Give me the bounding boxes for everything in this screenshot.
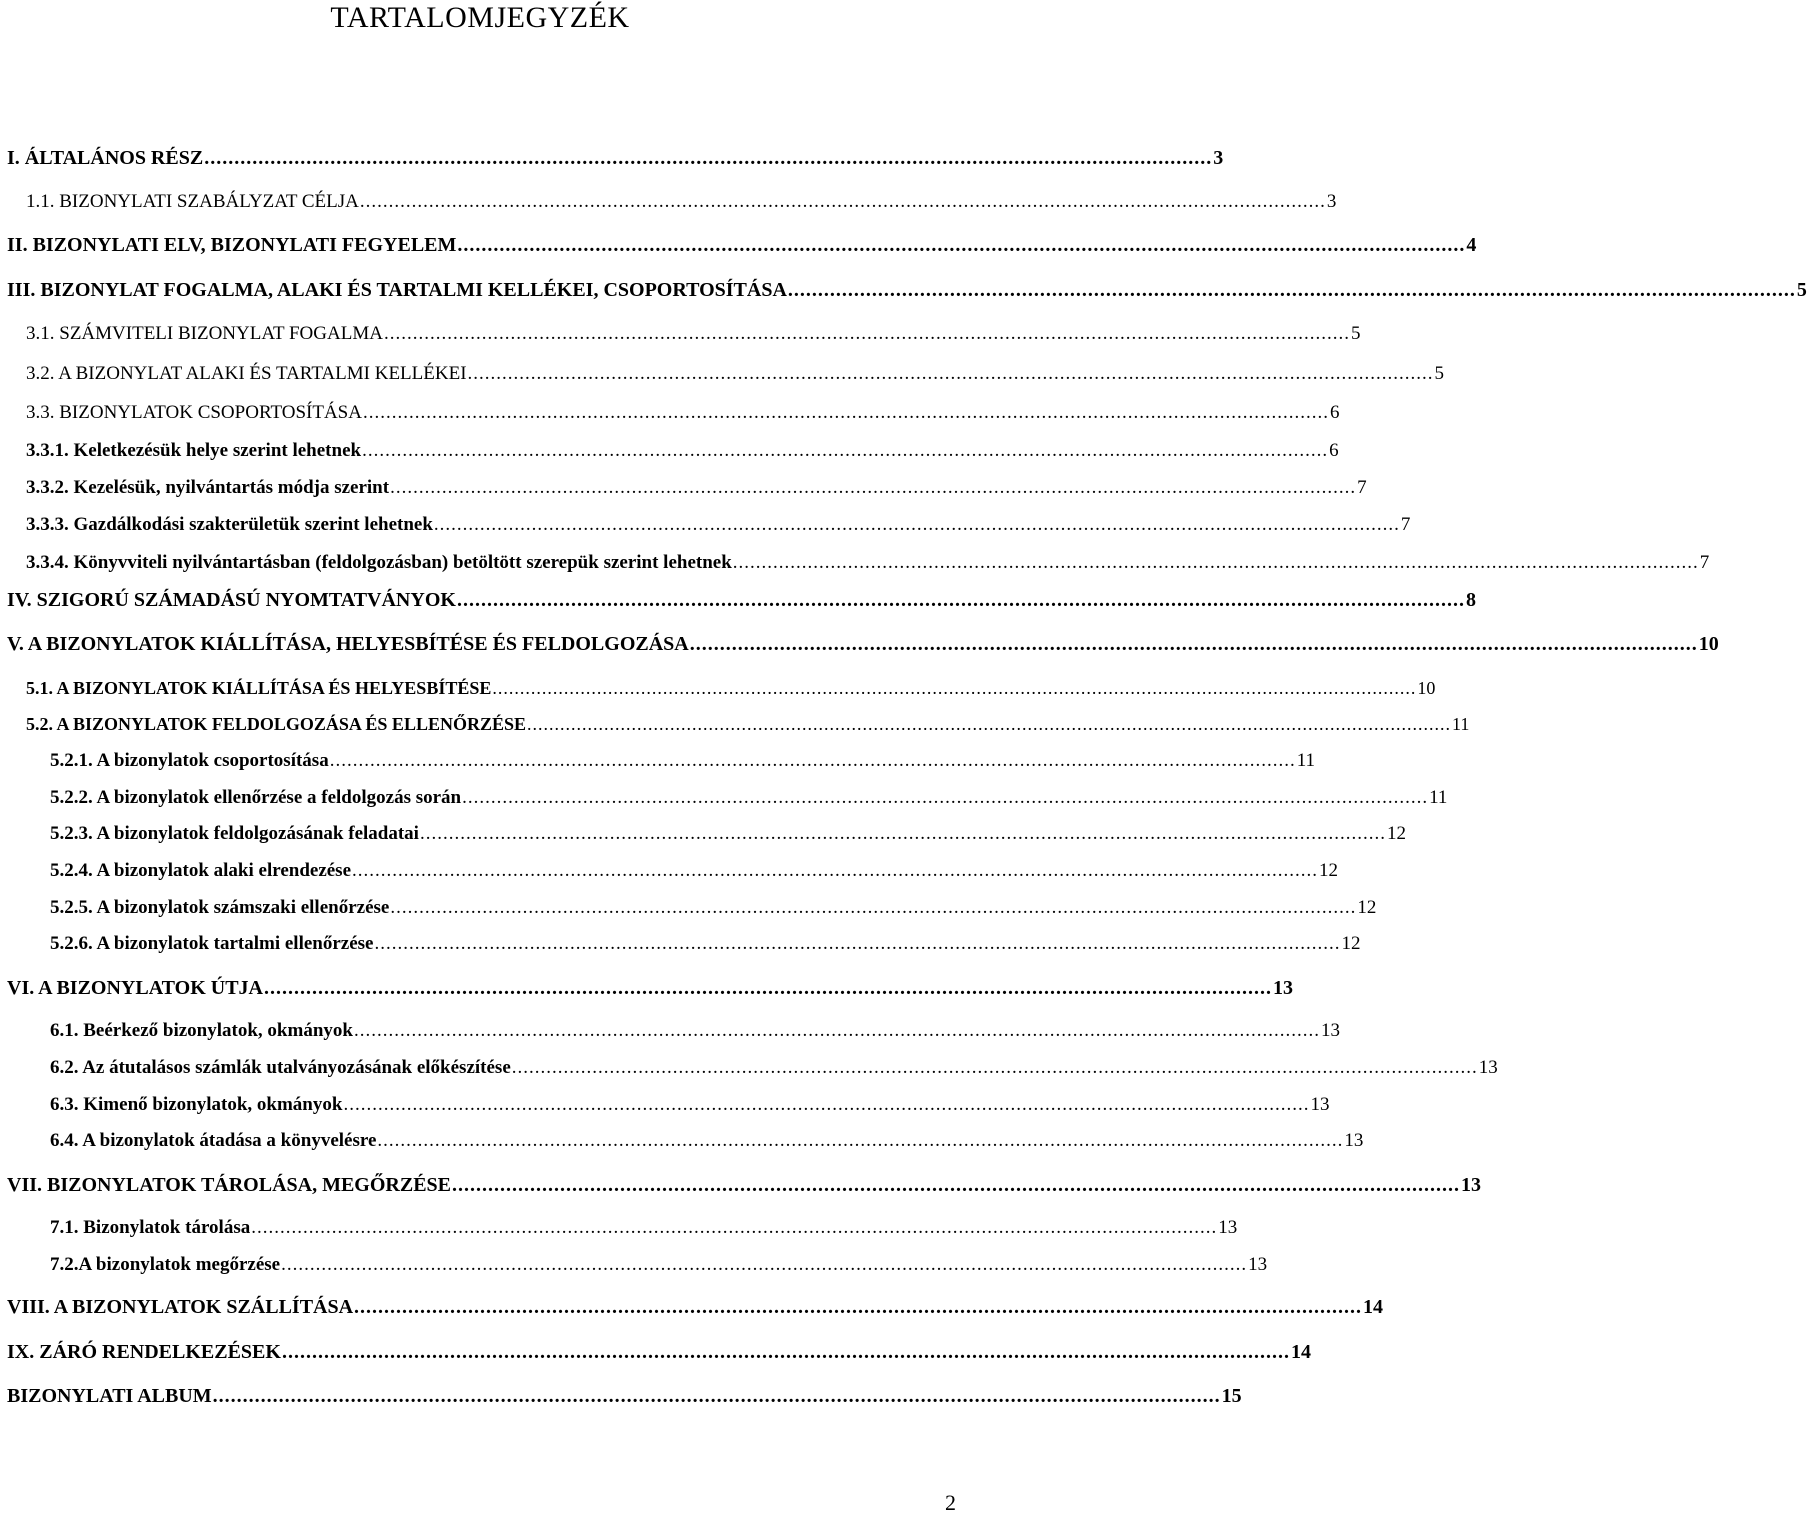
toc-entry-label: 3.3.1. Keletkezésük helye szerint lehetnek	[26, 440, 362, 461]
toc-entry[interactable]	[0, 1254, 1268, 1280]
toc-entry-page: 13	[1273, 977, 1293, 999]
toc-entry-label: 5.2.4. A bizonylatok alaki elrendezése	[50, 860, 352, 881]
toc-entry-label: IV. SZIGORÚ SZÁMADÁSÚ NYOMTATVÁNYOK	[7, 589, 456, 611]
toc-entry-label: 3.3.2. Kezelésük, nyilvántartás módja szerint	[26, 477, 390, 498]
toc-entry[interactable]	[0, 477, 1367, 503]
toc-entry-page: 6	[1329, 440, 1339, 461]
toc-leader-dots: ........................................................................................................................................................................	[511, 1057, 1478, 1078]
toc-entry[interactable]	[0, 363, 1445, 389]
toc-entry-page: 12	[1319, 860, 1339, 881]
toc-leader-dots: ........................................................................................................................................................................	[212, 1385, 1221, 1407]
toc-entry[interactable]	[0, 1385, 1242, 1411]
toc-entry-page: 13	[1478, 1057, 1498, 1078]
toc-entry-page: 5	[1796, 279, 1807, 301]
toc-leader-dots: ........................................................................................................................................................................	[329, 750, 1296, 771]
toc-entry-page: 12	[1357, 897, 1377, 918]
toc-entry-label: 6.1. Beérkező bizonylatok, okmányok	[50, 1020, 353, 1041]
toc-entry[interactable]	[0, 1020, 1340, 1046]
page-number: 2	[945, 1490, 956, 1515]
toc-entry-page: 10	[1698, 633, 1719, 655]
toc-leader-dots: ........................................................................................................................................................................	[456, 589, 1465, 611]
toc-entry-page: 4	[1466, 234, 1477, 256]
toc-leader-dots: ........................................................................................................................................................................	[204, 147, 1213, 169]
toc-entry-page: 5	[1434, 363, 1445, 384]
toc-entry[interactable]	[0, 589, 1476, 615]
toc-entry-label: 6.3. Kimenő bizonylatok, okmányok	[50, 1094, 343, 1115]
toc-leader-dots: ........................................................................................................................................................................	[352, 860, 1319, 881]
toc-entry-page: 15	[1221, 1385, 1242, 1407]
toc-entry-page: 6	[1329, 402, 1340, 423]
toc-leader-dots: ........................................................................................................................................................................	[251, 1217, 1218, 1238]
toc-entry[interactable]	[0, 860, 1339, 886]
toc-entry[interactable]	[0, 1094, 1330, 1120]
toc-leader-dots: ........................................................................................................................................................................	[526, 714, 1451, 734]
toc-entry-page: 10	[1417, 678, 1436, 698]
toc-entry[interactable]	[0, 1130, 1364, 1156]
toc-leader-dots: ........................................................................................................................................................................	[452, 1174, 1460, 1196]
toc-leader-dots: ........................................................................................................................................................................	[374, 933, 1341, 954]
toc-entry[interactable]	[0, 514, 1411, 540]
toc-entry-label: 5.2.5. A bizonylatok számszaki ellenőrzése	[50, 897, 390, 918]
toc-leader-dots: ........................................................................................................................................................................	[732, 552, 1699, 573]
toc-entry-page: 11	[1296, 750, 1315, 771]
toc-entry-label: I. ÁLTALÁNOS RÉSZ	[7, 147, 204, 169]
toc-entry[interactable]	[0, 323, 1361, 349]
toc-leader-dots: ........................................................................................................................................................................	[343, 1094, 1310, 1115]
toc-entry-label: IX. ZÁRÓ RENDELKEZÉSEK	[7, 1341, 281, 1363]
toc-leader-dots: ........................................................................................................................................................................	[390, 897, 1357, 918]
toc-entry-page: 8	[1465, 589, 1476, 611]
toc-leader-dots: ........................................................................................................................................................................	[353, 1020, 1320, 1041]
toc-entry-page: 7	[1357, 477, 1367, 498]
toc-entry-page: 12	[1386, 823, 1406, 844]
toc-entry[interactable]	[0, 402, 1340, 428]
toc-entry-label: VIII. A BIZONYLATOK SZÁLLÍTÁSA	[7, 1296, 354, 1318]
toc-entry[interactable]	[0, 279, 1807, 305]
toc-entry[interactable]	[0, 234, 1477, 260]
toc-entry[interactable]	[0, 633, 1719, 659]
toc-entry-page: 5	[1350, 323, 1361, 344]
toc-entry-label: BIZONYLATI ALBUM	[7, 1385, 212, 1407]
toc-entry[interactable]	[0, 977, 1293, 1003]
toc-entry-label: 1.1. BIZONYLATI SZABÁLYZAT CÉLJA	[26, 191, 359, 212]
toc-entry[interactable]	[0, 1341, 1311, 1367]
toc-entry-label: 5.1. A BIZONYLATOK KIÁLLÍTÁSA ÉS HELYESBÍTÉSE	[26, 678, 492, 698]
toc-entry[interactable]	[0, 191, 1337, 217]
toc-entry-page: 7	[1699, 552, 1710, 573]
toc-entry[interactable]	[0, 750, 1315, 776]
toc-entry[interactable]	[0, 823, 1406, 849]
toc-leader-dots: ........................................................................................................................................................................	[462, 787, 1429, 808]
document-title: TARTALOMJEGYZÉK	[330, 1, 630, 34]
toc-leader-dots: ........................................................................................................................................................................	[362, 402, 1329, 423]
toc-entry-page: 3	[1213, 147, 1224, 169]
toc-leader-dots: ........................................................................................................................................................................	[383, 323, 1350, 344]
toc-entry-label: VI. A BIZONYLATOK ÚTJA	[7, 977, 263, 999]
toc-entry[interactable]	[0, 552, 1710, 578]
toc-entry-label: V. A BIZONYLATOK KIÁLLÍTÁSA, HELYESBÍTÉSE ÉS FELDOLGOZÁSA	[7, 633, 689, 655]
toc-entry[interactable]	[0, 897, 1377, 923]
toc-leader-dots: ........................................................................................................................................................................	[390, 477, 1357, 498]
toc-entry-label: 5.2.2. A bizonylatok ellenőrzése a feldolgozás során	[50, 787, 462, 808]
toc-entry[interactable]	[0, 1057, 1498, 1083]
toc-entry-label: 6.4. A bizonylatok átadása a könyvelésre	[50, 1130, 377, 1151]
toc-entry-label: 5.2.1. A bizonylatok csoportosítása	[50, 750, 329, 771]
toc-entry[interactable]	[0, 440, 1339, 466]
toc-entry-page: 3	[1326, 191, 1337, 212]
toc-entry-page: 11	[1429, 787, 1448, 808]
toc-leader-dots: ........................................................................................................................................................................	[689, 633, 1698, 655]
toc-entry[interactable]	[0, 1296, 1384, 1322]
toc-entry[interactable]	[0, 933, 1361, 959]
toc-entry-page: 13	[1344, 1130, 1364, 1151]
toc-entry-label: II. BIZONYLATI ELV, BIZONYLATI FEGYELEM	[7, 234, 457, 256]
toc-entry-label: 3.2. A BIZONYLAT ALAKI ÉS TARTALMI KELLÉKEI	[26, 363, 467, 384]
toc-leader-dots: ........................................................................................................................................................................	[787, 279, 1796, 301]
toc-entry[interactable]	[0, 1217, 1238, 1243]
toc-entry-label: 3.3.3. Gazdálkodási szakterületük szerint lehetnek	[26, 514, 433, 535]
toc-leader-dots: ........................................................................................................................................................................	[359, 191, 1326, 212]
toc-entry-label: 6.2. Az átutalásos számlák utalványozásának előkészítése	[50, 1057, 511, 1078]
toc-entry-page: 13	[1248, 1254, 1268, 1275]
toc-entry-label: 5.2.6. A bizonylatok tartalmi ellenőrzése	[50, 933, 374, 954]
toc-entry-label: 5.2.3. A bizonylatok feldolgozásának feladatai	[50, 823, 419, 844]
toc-entry-label: 7.2.A bizonylatok megőrzése	[50, 1254, 281, 1275]
toc-entry-label: 3.3.4. Könyvviteli nyilvántartásban (feldolgozásban) betöltött szerepük szerint lehetnek	[26, 552, 732, 573]
toc-leader-dots: ........................................................................................................................................................................	[281, 1341, 1290, 1363]
toc-entry[interactable]	[0, 678, 1436, 704]
toc-leader-dots: ........................................................................................................................................................................	[264, 977, 1272, 999]
toc-leader-dots: ........................................................................................................................................................................	[467, 363, 1434, 384]
toc-leader-dots: ........................................................................................................................................................................	[377, 1130, 1344, 1151]
toc-leader-dots: ........................................................................................................................................................................	[457, 234, 1466, 256]
toc-entry[interactable]	[0, 1174, 1481, 1200]
toc-entry-page: 14	[1290, 1341, 1311, 1363]
toc-entry-label: 5.2. A BIZONYLATOK FELDOLGOZÁSA ÉS ELLENŐRZÉSE	[26, 714, 526, 734]
toc-entry-label: 3.1. SZÁMVITELI BIZONYLAT FOGALMA	[26, 323, 383, 344]
toc-entry-label: 3.3. BIZONYLATOK CSOPORTOSÍTÁSA	[26, 402, 362, 423]
toc-entry-page: 11	[1451, 714, 1470, 734]
toc-entry-page: 13	[1320, 1020, 1340, 1041]
toc-entry[interactable]	[0, 787, 1448, 813]
toc-entry-page: 14	[1363, 1296, 1384, 1318]
toc-leader-dots: ........................................................................................................................................................................	[362, 440, 1329, 461]
toc-leader-dots: ........................................................................................................................................................................	[281, 1254, 1248, 1275]
toc-leader-dots: ........................................................................................................................................................................	[433, 514, 1400, 535]
toc-leader-dots: ........................................................................................................................................................................	[354, 1296, 1363, 1318]
toc-leader-dots: ........................................................................................................................................................................	[492, 678, 1417, 698]
toc-entry[interactable]	[0, 147, 1224, 173]
toc-entry-page: 7	[1400, 514, 1411, 535]
toc-entry-page: 13	[1310, 1094, 1330, 1115]
toc-entry-label: VII. BIZONYLATOK TÁROLÁSA, MEGŐRZÉSE	[7, 1174, 451, 1196]
toc-leader-dots: ........................................................................................................................................................................	[419, 823, 1386, 844]
toc-entry[interactable]	[0, 714, 1470, 740]
toc-entry-page: 13	[1218, 1217, 1238, 1238]
toc-entry-page: 13	[1461, 1174, 1481, 1196]
toc-entry-label: III. BIZONYLAT FOGALMA, ALAKI ÉS TARTALMI KELLÉKEI, CSOPORTOSÍTÁSA	[7, 279, 787, 301]
toc-entry-page: 12	[1341, 933, 1361, 954]
toc-entry-label: 7.1. Bizonylatok tárolása	[50, 1217, 251, 1238]
